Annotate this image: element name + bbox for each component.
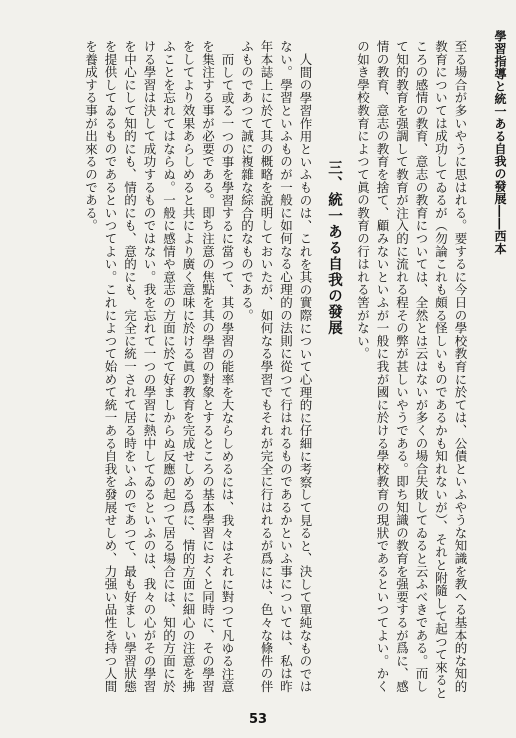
- paragraph-1: 至る場合が多いやうに思はれる。要するに今日の學校教育に於ては、公債といふやうな知識を教へる基本的な知的教育については成功してゐるが（勿論これも頗る怪しいものであるかも知れないが）、それと附隨して起つて來るところの感情の教育、意志の教育については、全然とは云はないが多くの場合失敗してゐると云ふべきである。而して知的教育を强調して教育が注入的に流れる程その弊が甚しいやうである。即ち知識の教育を强要するが爲に、感情の教育、意志の教育を捨て、顧みないといふが一般に我が國に於ける學校教育の現狀であるといつてよい。かくの如き學校教育によつて眞の教育の行はれる筈がない。: [355, 40, 468, 700]
- paragraph-3: 而して或る一つの事を學習するに當つて、其の學習の能率を大ならしめるには、我々はそれに對つて凡ゆる注意を集注する事が必要である。即ち注意の焦點を其の學習の對象とするところの基本學習におくと同時に、その學習をしてより效果あらしめると共により廣く意味に於ける眞の教育を完成せしめる爲に、情的方面に細心の注意を拂ふことを忘れてはならぬ。一般に感情や意志の方面に於て好ましからぬ反應の起つて居る場合には、知的方面に於ける學習は決して成功するものではない。我を忘れて一つの學習に熱中してゐるといふのは、我々の心がその學習を中心にして知的にも、情的にも、意的にも、完全に統一されて居る時をいふのであつて、最も好ましい學習狀態を提供してゐるものであるといつてよい。これによつて始めて統一ある自我を發展せしめ、力强い品性を持つ人間を養成する事が出來るのである。: [83, 40, 235, 693]
- page-number: 53: [248, 712, 268, 727]
- section-title: 三、統一ある自我の發展: [326, 160, 342, 336]
- running-head: 學習指導と統一ある自我の發展――西本: [493, 30, 507, 255]
- paragraph-2: 人間の學習作用といふものは、これを其の實際について心理的に仔細に考察して見ると、決して單純なものではない。學習といふものが一般に如何なる心理的の法則に從つて行はれるものであるかといふ事については、私は昨年本誌上に於て其の概略を說明しておいたが、如何なる學習でもそれが完全に行はれるが爲には、色々な條件の伴ふものであつて誠に複雜な綜合的なものである。: [239, 40, 313, 693]
- body-text: [36, 40, 470, 700]
